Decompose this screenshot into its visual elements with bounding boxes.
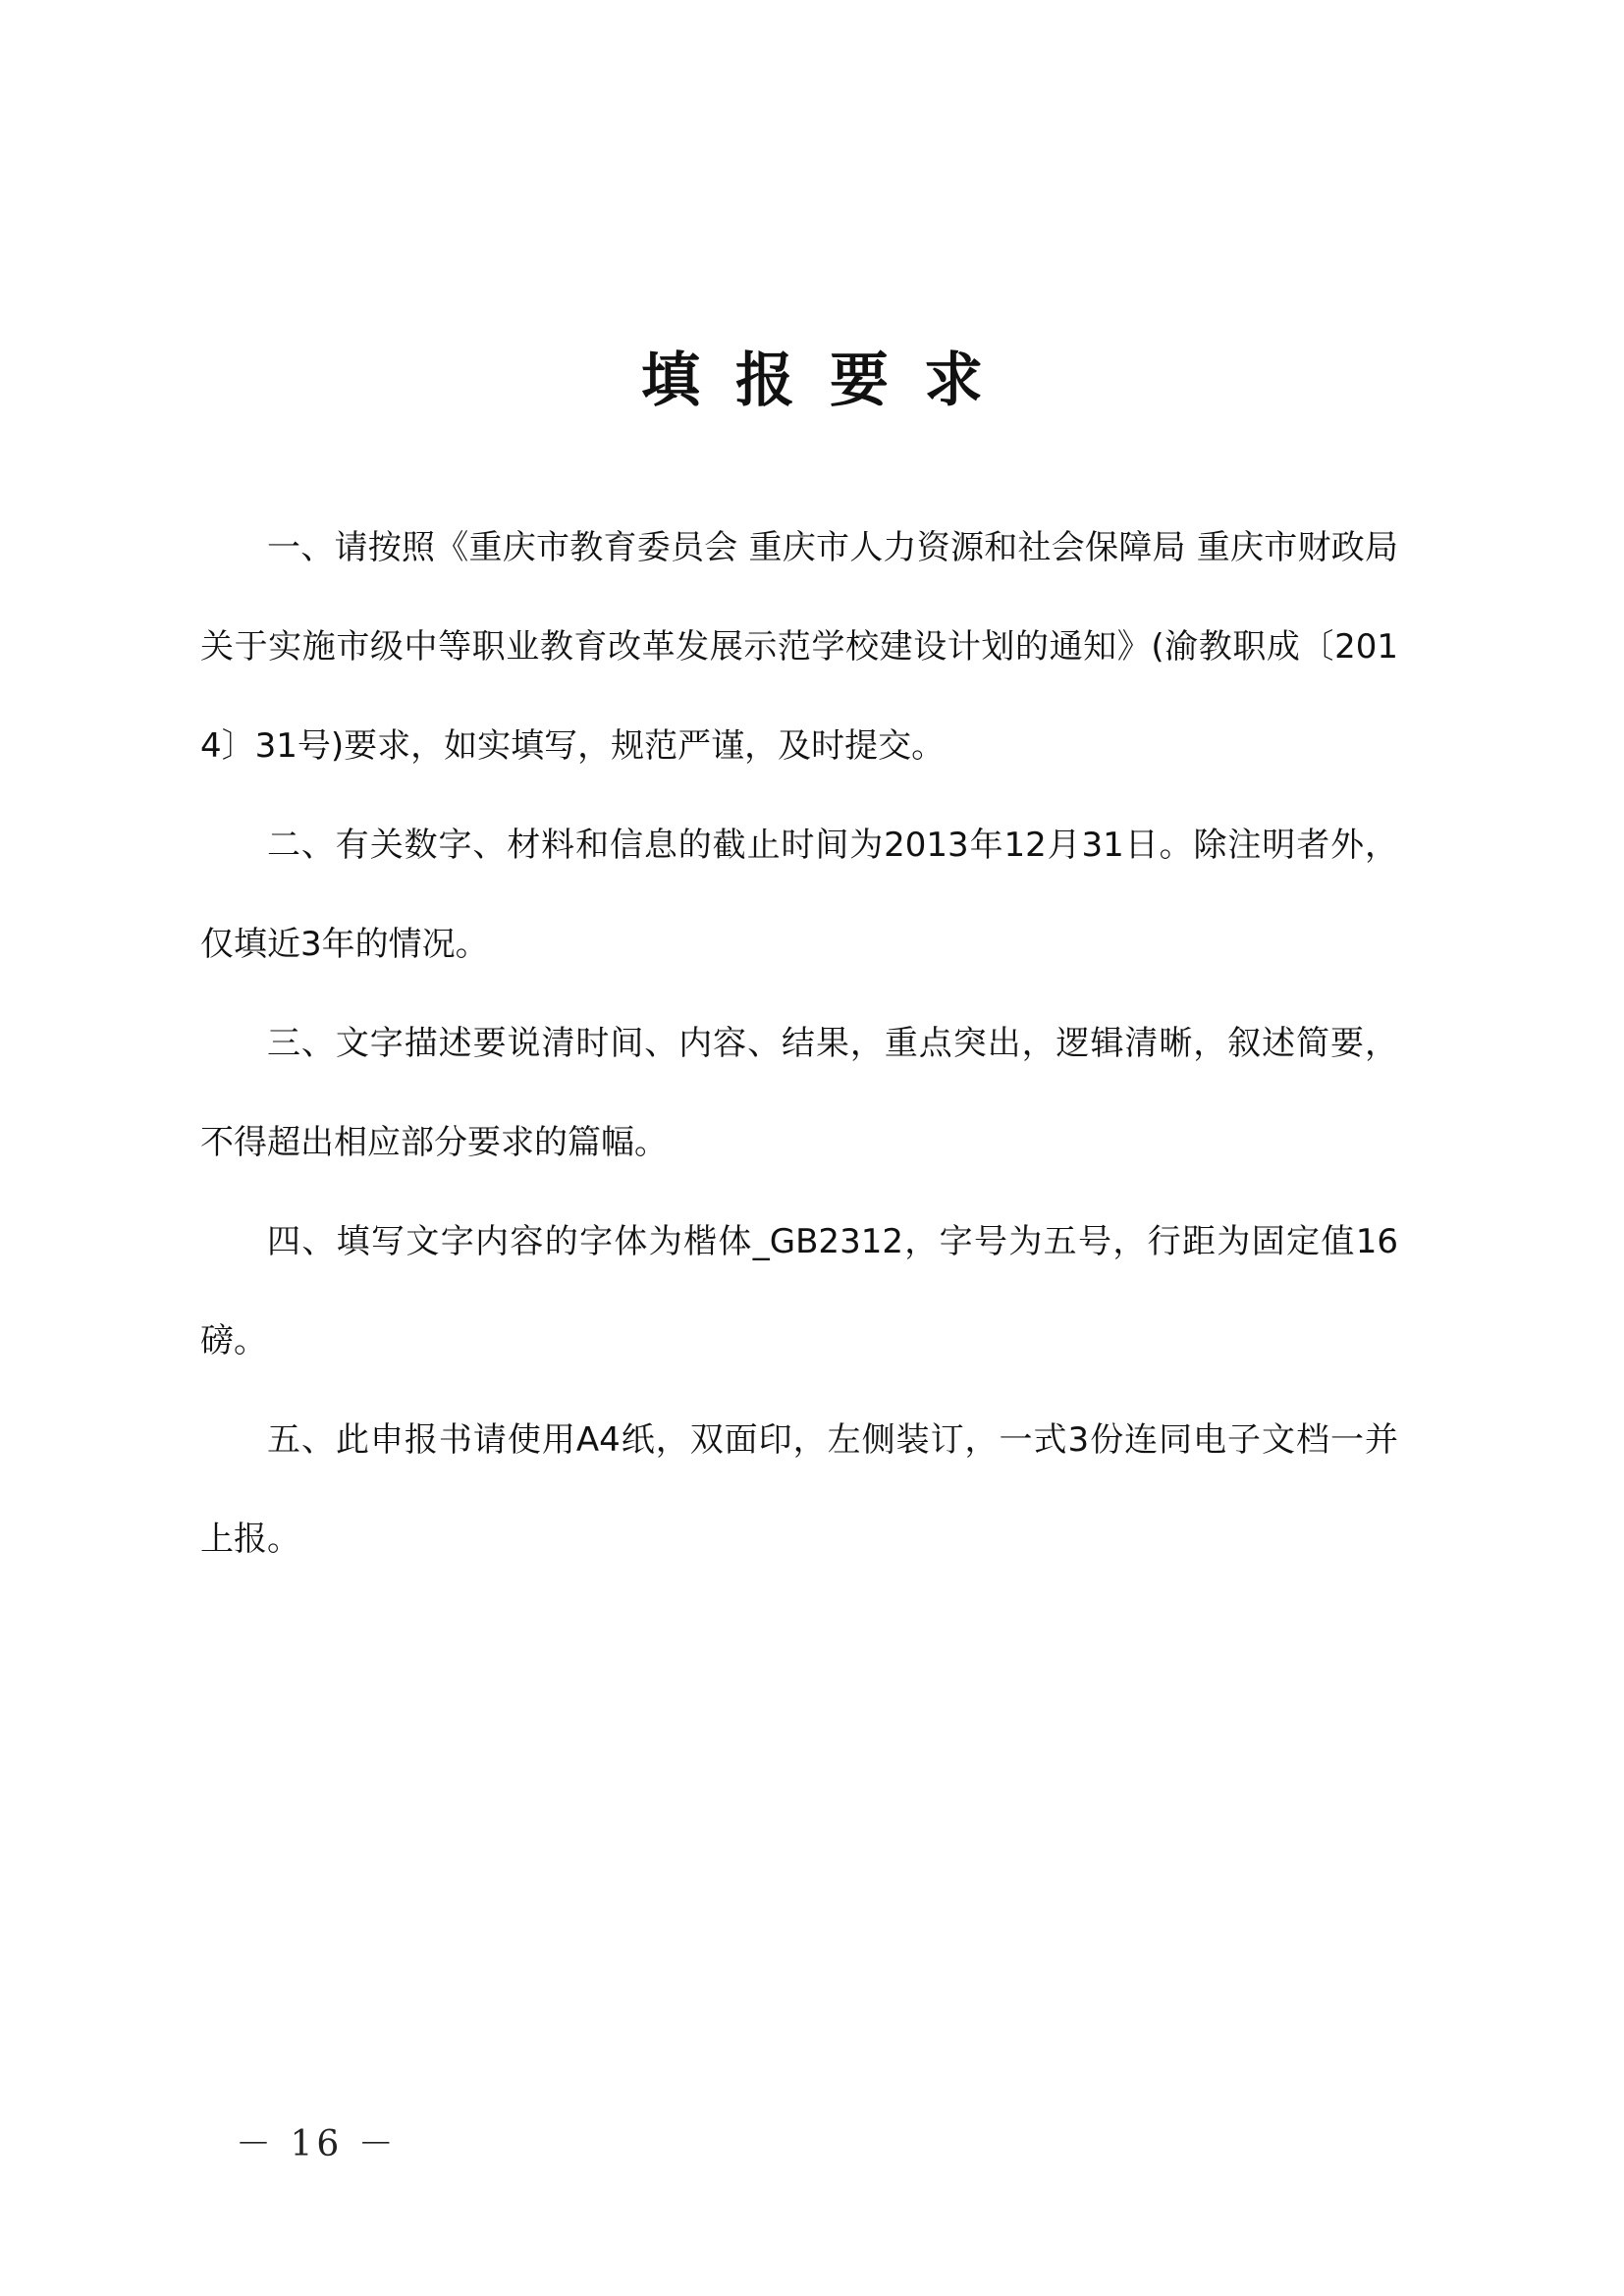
requirement-paragraph-2: 二、有关数字、材料和信息的截止时间为2013年12月31日。除注明者外，仅填近3年的情况。 — [200, 826, 1398, 964]
requirement-paragraph-3: 三、文字描述要说清时间、内容、结果，重点突出，逻辑清晰，叙述简要，不得超出相应部分要求的篇幅。 — [200, 1024, 1398, 1162]
requirements-body — [200, 499, 1398, 1589]
page-title: 填报要求 — [641, 347, 1018, 415]
requirement-paragraph-1: 一、请按照《重庆市教育委员会 重庆市人力资源和社会保障局 重庆市财政局关于实施市级中等职业教育改革发展示范学校建设计划的通知》(渝教职成〔2014〕31号)要求，如实填写，规范严谨，及时提交。 — [200, 528, 1398, 766]
page-number: － 16 － — [236, 2124, 398, 2164]
requirement-paragraph-5: 五、此申报书请使用A4纸，双面印，左侧装订，一式3份连同电子文档一并上报。 — [200, 1420, 1398, 1559]
requirement-paragraph-4: 四、填写文字内容的字体为楷体_GB2312，字号为五号，行距为固定值16磅。 — [200, 1222, 1398, 1361]
